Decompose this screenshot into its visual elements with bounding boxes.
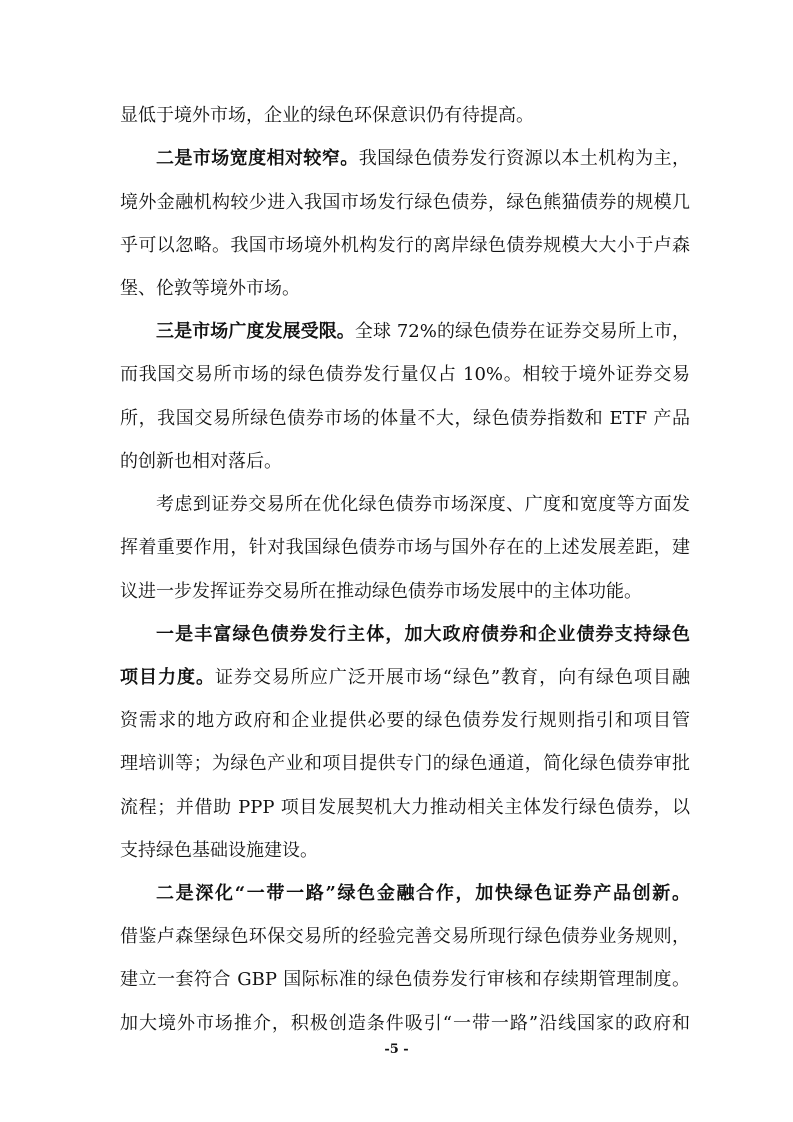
text-line: 显低于境外市场，企业的绿色环保意识仍有待提高。 — [120, 105, 534, 126]
text-line: 二是市场宽度相对较窄。我国绿色债券发行资源以本土机构为主， — [156, 148, 690, 169]
text-line: 所，我国交易所绿色债券市场的体量不大，绿色债券指数和 ETF 产品 — [120, 408, 690, 429]
page-number: -5 - — [384, 1042, 409, 1057]
text-line: 挥着重要作用，针对我国绿色债券市场与国外存在的上述发展差距，建 — [120, 537, 690, 558]
text-line: 借鉴卢森堡绿色环保交易所的经验完善交易所现行绿色债券业务规则， — [120, 926, 690, 947]
text-line: 境外金融机构较少进入我国市场发行绿色债券，绿色熊猫债券的规模几 — [120, 192, 690, 213]
section-heading-market-width: 二是市场宽度相对较窄。 — [156, 148, 359, 169]
text-line: 资需求的地方政府和企业提供必要的绿色债券发行规则指引和项目管 — [120, 710, 690, 731]
section-heading-market-breadth: 三是市场广度发展受限。 — [156, 321, 355, 342]
text-line: 的创新也相对落后。 — [120, 451, 282, 472]
section-heading-belt-road: 二是深化“一带一路”绿色金融合作，加快绿色证券产品创新。 — [156, 883, 690, 904]
text-line — [156, 882, 690, 906]
text-line: 乎可以忽略。我国市场境外机构发行的离岸绿色债券规模大大小于卢森 — [120, 235, 690, 256]
text-line: 议进一步发挥证券交易所在推动绿色债券市场发展中的主体功能。 — [120, 581, 642, 602]
text-line: 理培训等；为绿色产业和项目提供专门的绿色通道，简化绿色债券审批 — [120, 753, 690, 774]
text-line: 项目力度。证券交易所应广泛开展市场“绿色”教育，向有绿色项目融 — [120, 667, 690, 688]
text-line: 支持绿色基础设施建设。 — [120, 840, 318, 861]
text-line — [156, 623, 690, 647]
text-line: 堡、伦敦等境外市场。 — [120, 278, 300, 299]
text-line: 三是市场广度发展受限。全球 72%的绿色债券在证券交易所上市， — [156, 321, 690, 342]
section-heading-issuer: 一是丰富绿色债券发行主体，加大政府债券和企业债券支持绿色 — [156, 624, 690, 645]
text-line: 考虑到证券交易所在优化绿色债券市场深度、广度和宽度等方面发 — [156, 494, 690, 515]
text-line: 加大境外市场推介，积极创造条件吸引“一带一路”沿线国家的政府和 — [120, 1013, 690, 1034]
text-line: 而我国交易所市场的绿色债券发行量仅占 10%。相较于境外证券交易 — [120, 364, 690, 385]
text-line: 建立一套符合 GBP 国际标准的绿色债券发行审核和存续期管理制度。 — [120, 969, 690, 990]
text-line: 流程；并借助 PPP 项目发展契机大力推动相关主体发行绿色债券，以 — [120, 797, 690, 818]
